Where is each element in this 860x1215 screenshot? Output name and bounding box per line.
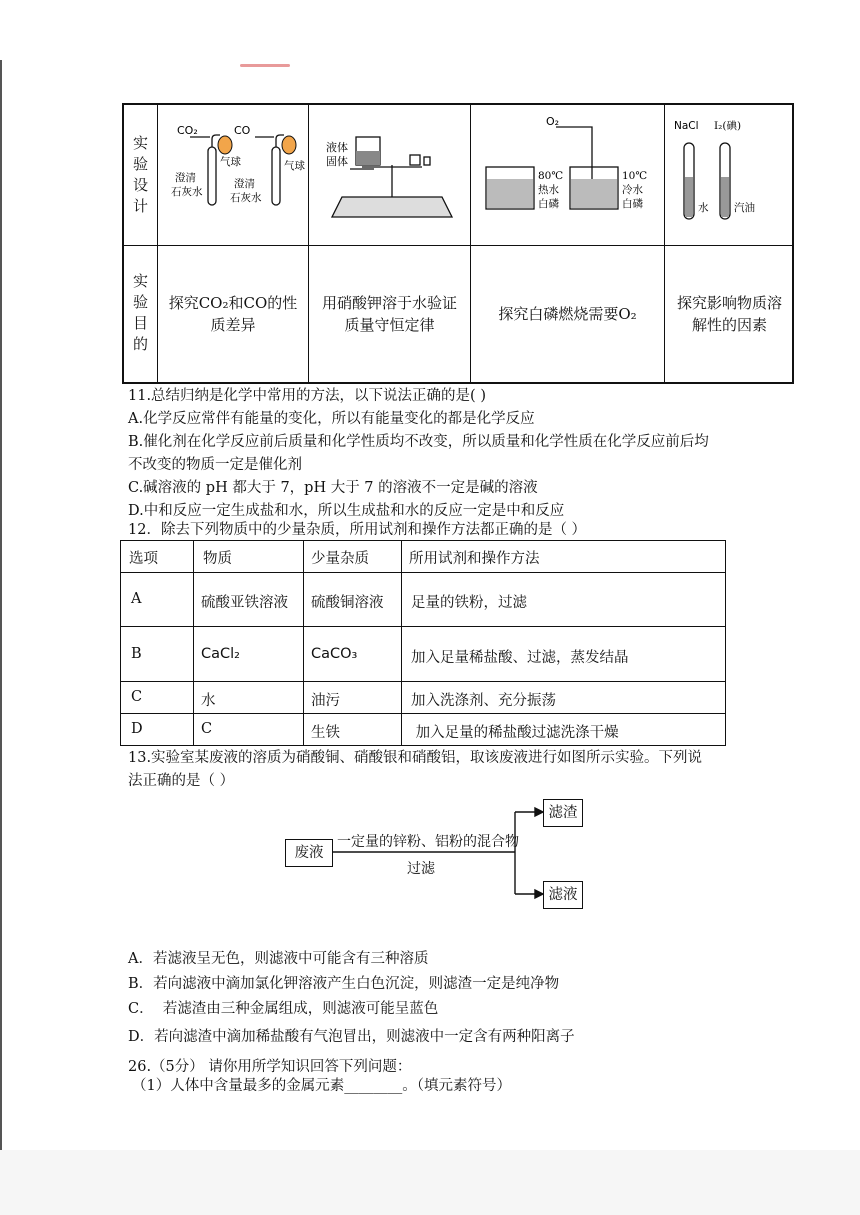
svg-text:石灰水: 石灰水: [230, 192, 262, 204]
page-footer-area: [0, 1150, 860, 1215]
svg-text:液体: 液体: [326, 141, 348, 154]
svg-text:冷水: 冷水: [622, 184, 643, 196]
table-cell: D: [131, 721, 143, 737]
balance-figure: [312, 107, 468, 243]
q26-stem: 26.（5分） 请你用所学知识回答下列问题：: [128, 1059, 412, 1075]
q13-option-c: C． 若滤渣由三种金属组成，则滤液可能呈蓝色: [128, 1001, 439, 1017]
filtrate-box: 滤液: [543, 881, 583, 909]
svg-text:气球: 气球: [220, 156, 241, 168]
solubility-figure: [668, 107, 792, 243]
table-cell: 加入足量稀盐酸、过滤，蒸发结晶: [411, 650, 629, 666]
table-cell: 足量的铁粉，过滤: [411, 595, 527, 611]
table-cell: 生铁: [311, 725, 340, 741]
reagent-label: 一定量的锌粉、铝粉的混合物: [337, 834, 519, 850]
table-cell: 水: [201, 693, 216, 709]
svg-text:水: 水: [698, 202, 709, 214]
table-cell: A: [131, 591, 142, 607]
filter-label: 过滤: [407, 861, 435, 877]
experiment-table: [122, 103, 794, 384]
q13-option-d: D．若向滤渣中滴加稀盐酸有气泡冒出，则滤液中一定含有两种阳离子: [128, 1029, 575, 1045]
waste-box: 废液: [285, 839, 333, 867]
purpose-4: 探究影响物质溶 解性的因素: [676, 294, 782, 334]
design-row-header: 实 验 设 计: [132, 134, 148, 215]
filtration-flowchart: [285, 796, 585, 911]
table-cell: CaCl₂: [201, 646, 240, 662]
svg-text:NaCl: NaCl: [674, 120, 699, 132]
svg-text:10℃: 10℃: [622, 170, 648, 182]
svg-text:CO: CO: [234, 124, 251, 137]
q13-option-a: A．若滤液呈无色，则滤液中可能含有三种溶质: [128, 951, 429, 967]
q13-option-b: B．若向滤液中滴加氯化钾溶液产生白色沉淀，则滤渣一定是纯净物: [128, 976, 560, 992]
phosphorus-figure: [474, 107, 662, 243]
q11-option-b-line2: 不改变的物质一定是催化剂: [128, 457, 302, 473]
scan-edge: [0, 60, 2, 1150]
table-cell: 硫酸铜溶液: [311, 595, 384, 611]
svg-text:固体: 固体: [326, 155, 348, 168]
q11-option-d: D.中和反应一定生成盐和水，所以生成盐和水的反应一定是中和反应: [128, 503, 565, 519]
svg-text:80℃: 80℃: [538, 170, 564, 182]
purpose-row-header: 实 验 目 的: [132, 272, 148, 353]
svg-text:石灰水: 石灰水: [171, 186, 203, 198]
svg-text:白磷: 白磷: [622, 198, 643, 210]
header-mark: [240, 64, 290, 67]
table-cell: 硫酸亚铁溶液: [201, 595, 288, 611]
purpose-2: 用硝酸钾溶于水验证 质量守恒定律: [321, 294, 457, 334]
q11-option-a: A.化学反应常伴有能量的变化，所以有能量变化的都是化学反应: [128, 411, 535, 427]
table-cell: B: [131, 646, 142, 662]
table-cell: CaCO₃: [311, 646, 358, 662]
table-cell: 油污: [311, 693, 340, 709]
table-cell: C: [131, 689, 143, 705]
svg-text:澄清: 澄清: [175, 172, 196, 184]
co2-co-apparatus-figure: [160, 107, 306, 243]
residue-box: 滤渣: [543, 799, 583, 827]
table-cell: 加入足量的稀盐酸过滤洗涤干燥: [411, 725, 619, 741]
table-cell: 加入洗涤剂、充分振荡: [411, 693, 556, 709]
flow-arrows: [285, 796, 585, 911]
svg-text:热水: 热水: [538, 184, 559, 196]
svg-text:I₂(碘): I₂(碘): [714, 120, 742, 132]
svg-text:澄清: 澄清: [234, 178, 255, 190]
q26-part1: （1）人体中含量最多的金属元素________。（填元素符号）: [132, 1078, 511, 1094]
q11-option-b-line1: B.催化剂在化学反应前后质量和化学性质均不改变，所以质量和化学性质在化学反应前后均: [128, 434, 709, 450]
col-header-substance: 物质: [203, 551, 232, 567]
q13-stem-line2: 法正确的是（ ）: [128, 773, 235, 789]
svg-text:白磷: 白磷: [538, 198, 559, 210]
purpose-1: 探究CO₂和CO的性 质差异: [168, 294, 298, 334]
col-header-method: 所用试剂和操作方法: [409, 551, 540, 567]
purpose-3: 探究白磷燃烧需要O₂: [498, 305, 637, 323]
q12-stem: 12．除去下列物质中的少量杂质，所用试剂和操作方法都正确的是（ ）: [128, 522, 587, 538]
svg-text:气球: 气球: [284, 160, 305, 172]
q13-stem-line1: 13.实验室某废液的溶质为硝酸铜、硝酸银和硝酸铝，取该废液进行如图所示实验。下列说: [128, 750, 703, 766]
svg-text:汽油: 汽油: [734, 202, 755, 214]
col-header-option: 选项: [129, 551, 158, 567]
table-cell: C: [201, 721, 213, 737]
svg-text:O₂: O₂: [546, 115, 560, 128]
q11-stem: 11.总结归纳是化学中常用的方法，以下说法正确的是( ): [128, 388, 486, 404]
impurity-table: [120, 540, 726, 746]
col-header-impurity: 少量杂质: [311, 551, 369, 567]
svg-text:CO₂: CO₂: [177, 124, 198, 137]
q11-option-c: C.碱溶液的 pH 都大于 7，pH 大于 7 的溶液不一定是碱的溶液: [128, 480, 538, 496]
